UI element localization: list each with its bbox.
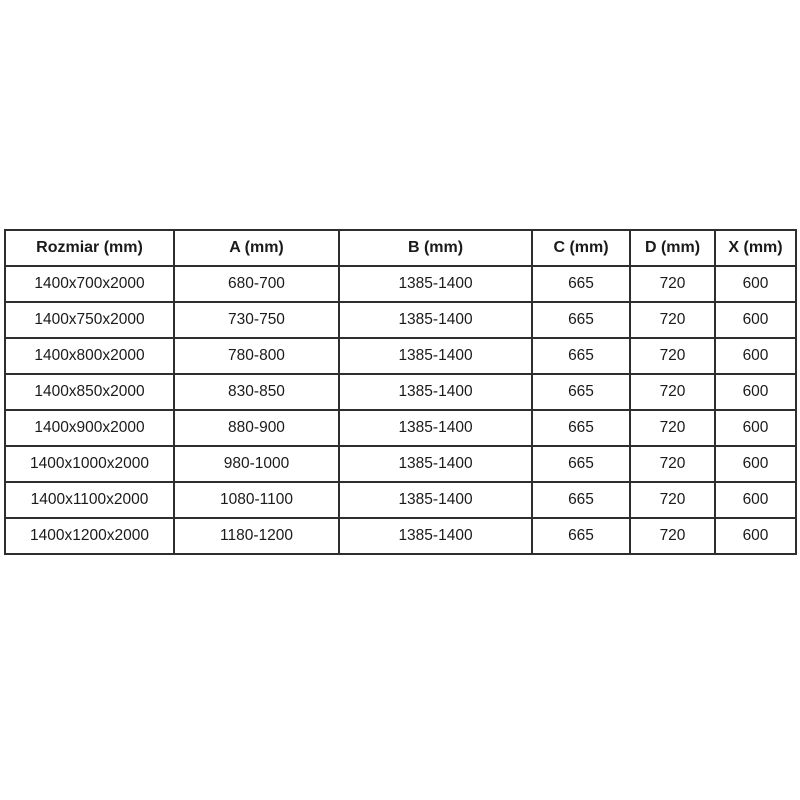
cell-b: 1385-1400: [339, 482, 532, 518]
cell-x: 600: [715, 374, 796, 410]
cell-b: 1385-1400: [339, 446, 532, 482]
cell-b: 1385-1400: [339, 410, 532, 446]
cell-b: 1385-1400: [339, 338, 532, 374]
cell-d: 720: [630, 302, 715, 338]
table-row: [5, 266, 796, 302]
cell-rozmiar: 1400x800x2000: [5, 338, 174, 374]
column-header-c: C (mm): [532, 230, 630, 266]
column-header-rozmiar: Rozmiar (mm): [5, 230, 174, 266]
cell-x: 600: [715, 266, 796, 302]
cell-rozmiar: 1400x850x2000: [5, 374, 174, 410]
cell-d: 720: [630, 266, 715, 302]
cell-c: 665: [532, 410, 630, 446]
table-row: [5, 446, 796, 482]
column-header-b: B (mm): [339, 230, 532, 266]
cell-x: 600: [715, 410, 796, 446]
cell-a: 1080-1100: [174, 482, 339, 518]
cell-rozmiar: 1400x900x2000: [5, 410, 174, 446]
cell-x: 600: [715, 446, 796, 482]
cell-b: 1385-1400: [339, 374, 532, 410]
cell-a: 980-1000: [174, 446, 339, 482]
cell-b: 1385-1400: [339, 302, 532, 338]
cell-c: 665: [532, 518, 630, 554]
cell-d: 720: [630, 338, 715, 374]
cell-c: 665: [532, 374, 630, 410]
column-header-d: D (mm): [630, 230, 715, 266]
cell-d: 720: [630, 482, 715, 518]
column-header-x: X (mm): [715, 230, 796, 266]
cell-b: 1385-1400: [339, 518, 532, 554]
header-row: [5, 230, 796, 266]
table-row: [5, 302, 796, 338]
column-header-a: A (mm): [174, 230, 339, 266]
size-spec-table: [4, 229, 797, 555]
cell-rozmiar: 1400x1000x2000: [5, 446, 174, 482]
cell-a: 830-850: [174, 374, 339, 410]
cell-a: 730-750: [174, 302, 339, 338]
cell-a: 1180-1200: [174, 518, 339, 554]
cell-x: 600: [715, 482, 796, 518]
table-row: [5, 518, 796, 554]
cell-a: 780-800: [174, 338, 339, 374]
cell-d: 720: [630, 374, 715, 410]
cell-d: 720: [630, 446, 715, 482]
cell-x: 600: [715, 338, 796, 374]
table-row: [5, 338, 796, 374]
table-body: [5, 266, 796, 554]
cell-rozmiar: 1400x700x2000: [5, 266, 174, 302]
cell-c: 665: [532, 338, 630, 374]
cell-b: 1385-1400: [339, 266, 532, 302]
cell-d: 720: [630, 518, 715, 554]
cell-x: 600: [715, 518, 796, 554]
cell-a: 680-700: [174, 266, 339, 302]
cell-c: 665: [532, 302, 630, 338]
cell-rozmiar: 1400x1200x2000: [5, 518, 174, 554]
table-row: [5, 374, 796, 410]
cell-c: 665: [532, 266, 630, 302]
cell-rozmiar: 1400x1100x2000: [5, 482, 174, 518]
cell-c: 665: [532, 482, 630, 518]
cell-a: 880-900: [174, 410, 339, 446]
cell-c: 665: [532, 446, 630, 482]
cell-rozmiar: 1400x750x2000: [5, 302, 174, 338]
table-row: [5, 410, 796, 446]
cell-x: 600: [715, 302, 796, 338]
cell-d: 720: [630, 410, 715, 446]
table-row: [5, 482, 796, 518]
